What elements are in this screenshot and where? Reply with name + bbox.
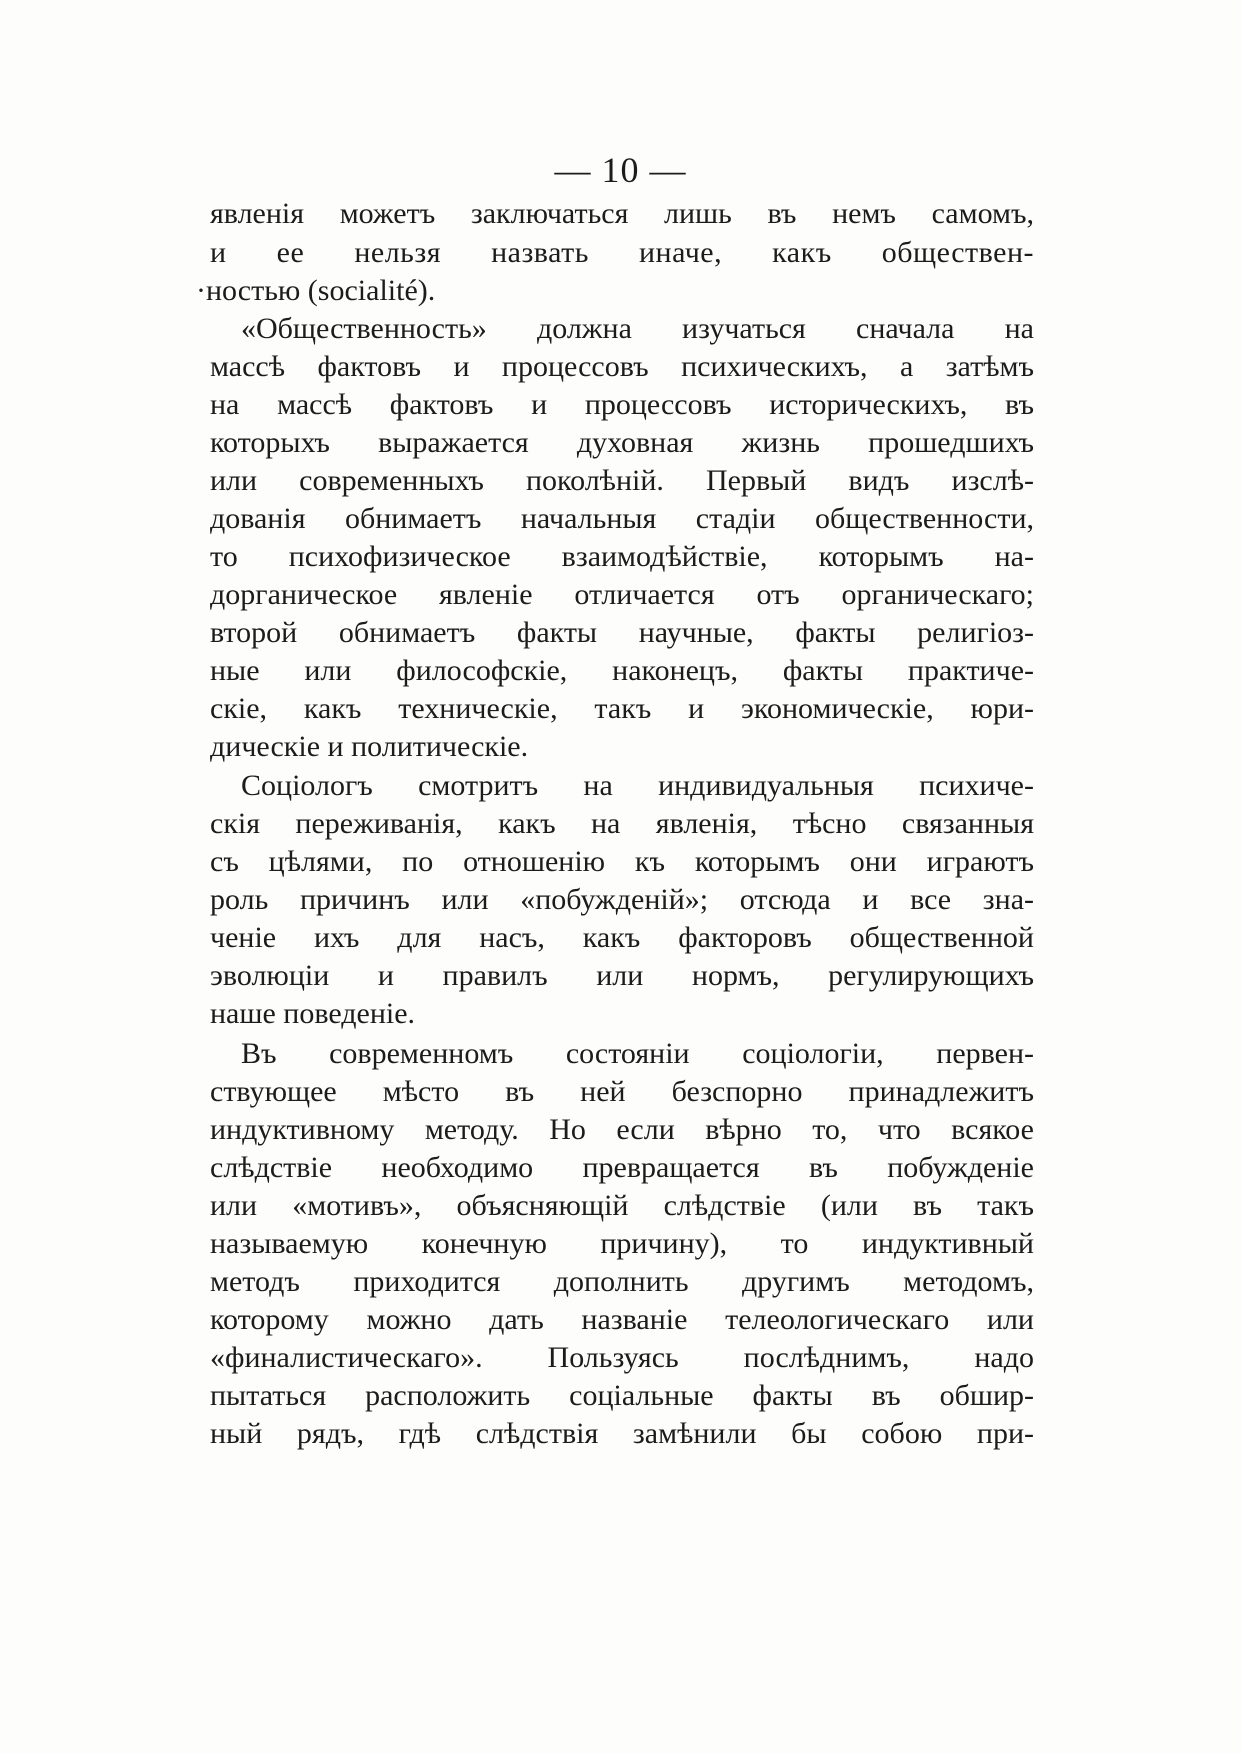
text-line: массѣ фактовъ и процессовъ психическихъ, а затѣмъ bbox=[210, 350, 1034, 383]
text-line: слѣдствіе необходимо превращается въ побужденіе bbox=[210, 1151, 1034, 1184]
text-line: ные или философскіе, наконецъ, факты практиче- bbox=[210, 654, 1034, 687]
text-line: «Общественность» должна изучаться сначала на bbox=[241, 312, 1034, 345]
text-line: дическіе и политическіе. bbox=[210, 730, 529, 763]
text-line: второй обнимаетъ факты научные, факты религіоз- bbox=[210, 616, 1034, 649]
text-line: наше поведеніе. bbox=[210, 997, 416, 1030]
text-line: или «мотивъ», объясняющій слѣдствіе (или въ такъ bbox=[210, 1189, 1034, 1222]
text-line: эволюціи и правилъ или нормъ, регулирующихъ bbox=[210, 959, 1034, 992]
text-line: явленія можетъ заключаться лишь въ немъ самомъ, bbox=[210, 197, 1034, 230]
text-line: на массѣ фактовъ и процессовъ историческихъ, въ bbox=[210, 388, 1034, 421]
text-line: ствующее мѣсто въ ней безспорно принадлежитъ bbox=[210, 1075, 1034, 1108]
text-line: методъ приходится дополнить другимъ методомъ, bbox=[210, 1265, 1034, 1298]
text-line: ченіе ихъ для насъ, какъ факторовъ общественной bbox=[210, 921, 1034, 954]
text-line: Въ современномъ состояніи соціологіи, первен- bbox=[241, 1037, 1034, 1070]
text-line: дованія обнимаетъ начальныя стадіи общественности, bbox=[210, 502, 1034, 535]
text-line: которыхъ выражается духовная жизнь прошедшихъ bbox=[210, 426, 1034, 459]
text-line: пытаться расположить соціальные факты въ обшир- bbox=[210, 1379, 1034, 1412]
text-line: скіе, какъ техническіе, такъ и экономическіе, юри- bbox=[210, 692, 1034, 725]
text-line: называемую конечную причину), то индуктивный bbox=[210, 1227, 1034, 1260]
text-line: то психофизическое взаимодѣйствіе, которымъ на- bbox=[210, 540, 1034, 573]
text-line: Соціологъ смотритъ на индивидуальныя психиче- bbox=[241, 769, 1034, 802]
text-line: съ цѣлями, по отношенію къ которымъ они играютъ bbox=[210, 845, 1034, 878]
text-line: скія переживанія, какъ на явленія, тѣсно связанныя bbox=[210, 807, 1034, 840]
text-line: или современныхъ поколѣній. Первый видъ изслѣ- bbox=[210, 464, 1034, 497]
text-line: дорганическое явленіе отличается отъ органическаго; bbox=[210, 578, 1034, 611]
page-number: — 10 — bbox=[554, 150, 687, 190]
text-line: индуктивному методу. Но если вѣрно то, что всякое bbox=[210, 1113, 1034, 1146]
text-line: роль причинъ или «побужденій»; отсюда и все зна- bbox=[210, 883, 1034, 916]
text-line: ·ностью (socialité). bbox=[196, 274, 436, 307]
text-line: и ее нельзя назвать иначе, какъ обществен- bbox=[210, 236, 1034, 269]
text-line: ный рядъ, гдѣ слѣдствія замѣнили бы собою при- bbox=[210, 1417, 1034, 1450]
text-line: «финалистическаго». Пользуясь послѣднимъ, надо bbox=[210, 1341, 1034, 1374]
text-line: которому можно дать названіе телеологическаго или bbox=[210, 1303, 1034, 1336]
